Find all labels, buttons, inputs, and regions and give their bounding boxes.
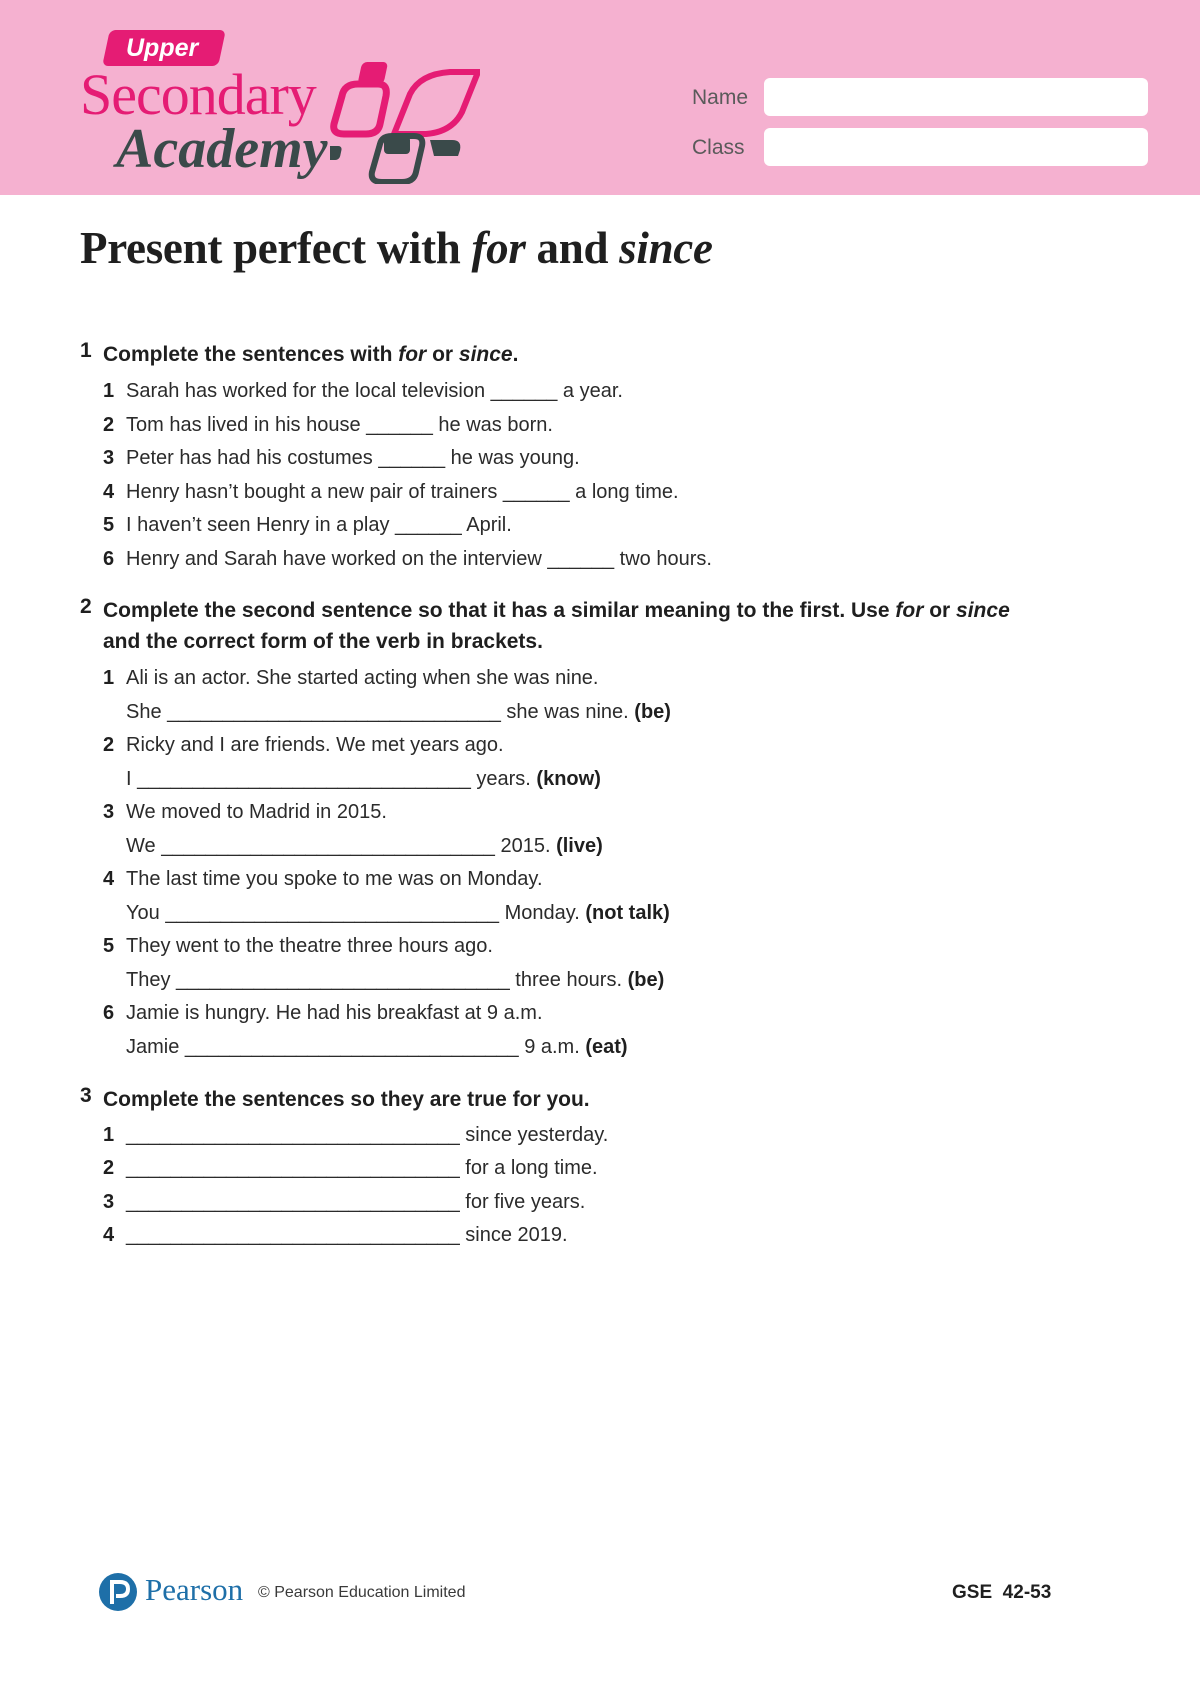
exercise-2-answer-line: [126, 969, 664, 992]
page-title: Present perfect with for and since: [80, 223, 713, 273]
answer-blank[interactable]: ______________________________: [137, 768, 471, 790]
answer-blank[interactable]: ______________________________: [126, 1157, 460, 1179]
item-number: 3: [103, 447, 115, 469]
verb-hint: (be): [627, 969, 665, 991]
answer-end: three hours.: [515, 969, 623, 991]
item-number: 3: [103, 801, 115, 823]
item-prompt: Jamie is hungry. He had his breakfast at 9 a.m.: [126, 1002, 543, 1024]
item-text: Sarah has worked for the local television ______ a year.: [126, 380, 623, 402]
copyright-text: © Pearson Education Limited: [258, 1584, 466, 1601]
answer-blank[interactable]: ______________________________: [126, 1191, 460, 1213]
answer-blank[interactable]: ______________________________: [126, 1224, 460, 1246]
item-prompt: The last time you spoke to me was on Monday.: [126, 868, 543, 890]
item-number: 2: [103, 1157, 115, 1179]
exercise-2-answer-line: [126, 835, 603, 858]
page-header: [0, 0, 1200, 195]
gse-level: GSE 42-53: [952, 1582, 1052, 1603]
answer-start: She: [126, 701, 162, 723]
item-number: 4: [103, 868, 115, 890]
pearson-logo-icon: [98, 1570, 138, 1614]
sentence-end: for a long time.: [465, 1157, 598, 1179]
answer-end: Monday.: [504, 902, 580, 924]
item-text: [126, 1124, 608, 1147]
item-prompt: We moved to Madrid in 2015.: [126, 801, 387, 823]
item-number: 4: [103, 1224, 115, 1246]
item-prompt: Ali is an actor. She started acting when she was nine.: [126, 667, 599, 689]
logo-line1: Secondary: [80, 62, 316, 127]
item-text: Peter has had his costumes ______ he was young.: [126, 447, 580, 469]
item-text: [126, 1191, 585, 1214]
verb-hint: (eat): [585, 1036, 628, 1058]
item-number: 1: [103, 1124, 115, 1146]
item-number: 3: [103, 1191, 115, 1213]
item-number: 6: [103, 1002, 115, 1024]
answer-start: You: [126, 902, 160, 924]
answer-end: 2015.: [500, 835, 551, 857]
item-number: 2: [103, 734, 115, 756]
item-text: Henry hasn’t bought a new pair of trainers ______ a long time.: [126, 481, 679, 503]
class-label: Class: [692, 136, 745, 159]
logo-line2: Academy: [116, 118, 328, 180]
verb-hint: (live): [556, 835, 603, 857]
answer-start: Jamie: [126, 1036, 180, 1058]
item-number: 5: [103, 514, 115, 536]
pearson-wordmark: Pearson: [145, 1572, 244, 1607]
sentence-end: since 2019.: [465, 1224, 568, 1246]
exercise-2-answer-line: [126, 902, 670, 925]
logo-badge: Upper: [102, 30, 226, 66]
logo-shapes-icon: [330, 44, 480, 184]
item-text: Tom has lived in his house ______ he was born.: [126, 414, 553, 436]
item-prompt: They went to the theatre three hours ago.: [126, 935, 493, 957]
item-text: [126, 1157, 598, 1180]
item-prompt: Ricky and I are friends. We met years ago.: [126, 734, 504, 756]
item-number: 2: [103, 414, 115, 436]
item-number: 1: [103, 667, 115, 689]
answer-blank[interactable]: ______________________________: [184, 1036, 519, 1058]
secondary-academy-logo: [80, 28, 480, 188]
answer-blank[interactable]: ______________________________: [167, 701, 501, 723]
name-row: [692, 78, 1152, 118]
class-row: [692, 128, 1152, 168]
exercise-2-answer-line: [126, 1036, 628, 1059]
answer-start: I: [126, 768, 132, 790]
answer-start: We: [126, 835, 156, 857]
verb-hint: (not talk): [585, 902, 670, 924]
answer-blank[interactable]: ______________________________: [126, 1124, 460, 1146]
answer-blank[interactable]: ______________________________: [176, 969, 510, 991]
sentence-end: since yesterday.: [465, 1124, 609, 1146]
answer-start: They: [126, 969, 171, 991]
answer-blank[interactable]: ______________________________: [165, 902, 500, 924]
item-text: Henry and Sarah have worked on the interview ______ two hours.: [126, 548, 712, 570]
item-text: I haven’t seen Henry in a play ______ April.: [126, 514, 512, 536]
exercise-2-answer-line: [126, 701, 671, 724]
verb-hint: (be): [634, 701, 671, 723]
item-number: 4: [103, 481, 115, 503]
answer-end: 9 a.m.: [524, 1036, 580, 1058]
item-number: 6: [103, 548, 115, 570]
item-text: [126, 1224, 568, 1247]
answer-end: she was nine.: [506, 701, 629, 723]
class-field[interactable]: [764, 128, 1148, 166]
item-number: 5: [103, 935, 115, 957]
item-number: 1: [103, 380, 115, 402]
sentence-end: for five years.: [465, 1191, 586, 1213]
answer-blank[interactable]: ______________________________: [161, 835, 495, 857]
name-label: Name: [692, 86, 749, 109]
name-field[interactable]: [764, 78, 1148, 116]
exercise-2-answer-line: [126, 768, 601, 791]
answer-end: years.: [476, 768, 531, 790]
verb-hint: (know): [536, 768, 601, 790]
